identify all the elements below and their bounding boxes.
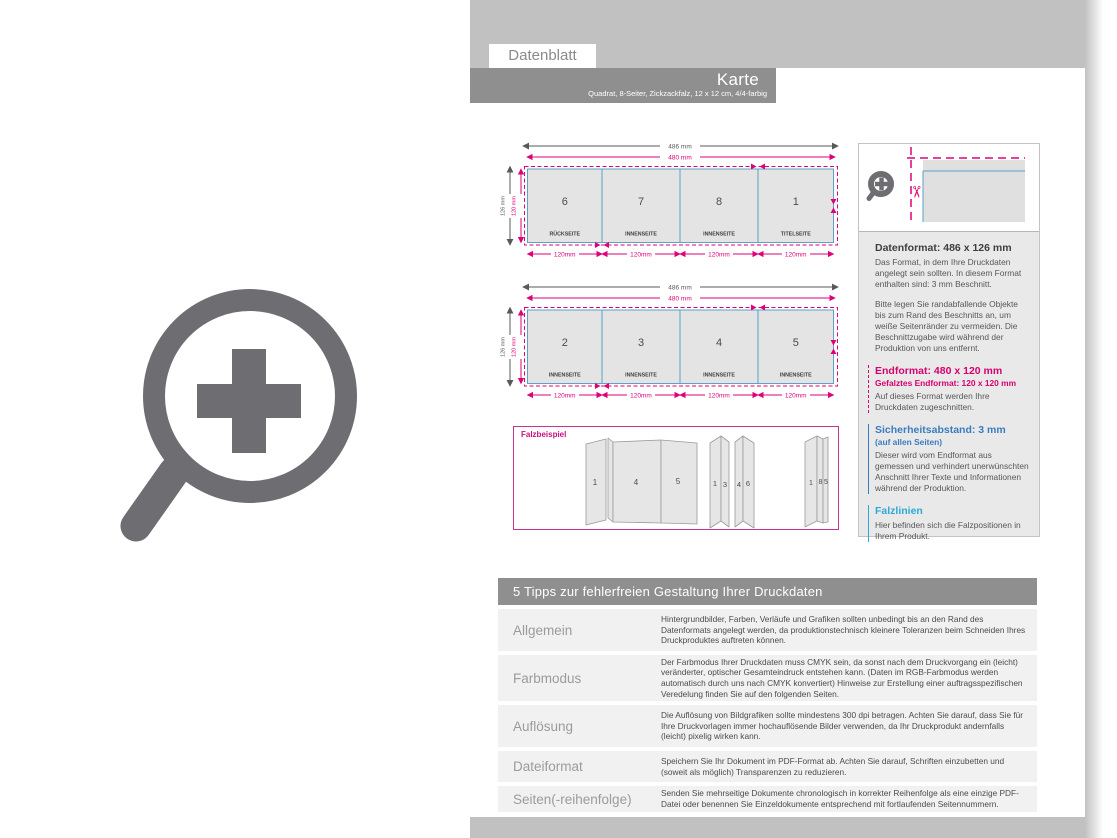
fold-stage3-number: 8 (818, 479, 823, 486)
datenformat-note: Bitte legen Sie randabfallende Objekte bis zum Rand des Beschnitts an, um weiße Seitenränder zu vermeiden. Die Beschnittzugabe wird während der Produktion von uns entfernt. (875, 299, 1018, 353)
zoom-in-icon (95, 255, 405, 565)
fold-stage1-number: 4 (633, 478, 639, 487)
datenblatt-label: Datenblatt (489, 44, 596, 68)
spread-diagram-outside (500, 137, 850, 267)
zoom-detail-icon (869, 174, 891, 199)
fold-stage2-number: 4 (736, 480, 742, 489)
panel-number: 1 (792, 196, 799, 208)
datenformat-body: Das Format, in dem Ihre Druckdaten angelegt sein sollten. In diesem Format enthalten sind: 3 mm Beschnitt. (875, 257, 1022, 289)
tip-text: Speichern Sie Ihr Dokument im PDF-Format ab. Achten Sie darauf, Schriften einzubetten und (soweit als möglich) Transparenzen zu reduzieren. (661, 755, 1005, 777)
falzlinien-body: Hier befinden sich die Falzpositionen in Ihrem Produkt. (875, 520, 1021, 541)
dim-segment: 120mm (553, 392, 576, 400)
tip-text: Der Farbmodus Ihrer Druckdaten muss CMYK sein, da sonst nach dem Druckvorgang ein (leicht) veränderter, optischer Gesamteindruck entstehen kann. (Daten im RGB-Farbmodus werden automatisch durch uns nach CMYK konvertiert) Hinweise zur Erstellung einer auftragsspezifischen Veredelung finden Sie auf den folgenden Seiten. (661, 656, 1023, 699)
tip-text: Die Auflösung von Bildgrafiken sollte mindestens 300 dpi betragen. Achten Sie darauf, dass Sie für Ihre Druckvorlagen immer hochauflösende Bilder verwenden, da Ihr Druckprodukt andernfalls (leicht) pixelig wirken kann. (661, 710, 1024, 742)
panel-label: INNENSEITE (625, 372, 657, 379)
section-endformat (868, 365, 1029, 413)
panel-number: 4 (715, 337, 723, 349)
panel-number: 2 (561, 337, 568, 349)
dim-height-trim: 120 mm (511, 196, 518, 216)
fold-stage2-number: 6 (745, 479, 751, 488)
fold-stage2-number: 3 (722, 480, 728, 489)
sicherheitsabstand-subtitle: (auf allen Seiten) (875, 437, 943, 447)
table-row (498, 609, 1037, 651)
fold-stage2-number: 1 (712, 479, 718, 488)
panel-label: INNENSEITE (779, 372, 812, 379)
sidebar-detail-view (859, 144, 1039, 232)
dim-width-trim: 480 mm (668, 295, 692, 303)
panel-number: 5 (792, 337, 799, 349)
scissors-icon: ✂ (907, 185, 924, 199)
endformat-subtitle: Gefalztes Endformat: 120 x 120 mm (875, 378, 1017, 388)
sicherheitsabstand-title: Sicherheitsabstand: 3 mm (875, 424, 1006, 436)
fold-example-label: Falzbeispiel (521, 430, 567, 439)
fold-example-box (513, 426, 839, 530)
tip-label: Seiten(-reihenfolge) (513, 791, 632, 807)
panel-label: INNENSEITE (625, 231, 657, 238)
panel-label: INNENSEITE (703, 231, 735, 238)
table-row (498, 705, 1037, 747)
dim-width-total: 486 mm (668, 284, 692, 292)
panel-number: 6 (561, 196, 568, 208)
panel-label: INNENSEITE (548, 372, 581, 379)
dim-segment: 120mm (784, 392, 807, 400)
dim-segment: 120mm (553, 251, 576, 259)
tip-text: Hintergrundbilder, Farben, Verläufe und Grafiken sollten unbedingt bis an den Rand des Datenformats angelegt werden, da produktionstechnisch kleinere Toleranzen beim Schneiden Ihres Druckproduktes auftreten können. (661, 614, 1026, 646)
dim-height-total: 126 mm (500, 196, 507, 216)
panel-label: INNENSEITE (703, 372, 735, 379)
tip-text: Senden Sie mehrseitige Dokumente chronologisch in korrekter Reihenfolge als eine einzige PDF-Datei oder benennen Sie Einzeldokumente entsprechend mit fortlaufenden Seitennummern. (661, 788, 1019, 809)
section-sicherheitsabstand (868, 424, 1029, 494)
dim-segment: 120mm (630, 392, 652, 400)
format-info-sidebar (858, 143, 1040, 541)
dim-height-total: 126 mm (500, 337, 507, 357)
dim-segment: 120mm (708, 392, 730, 400)
fold-stage3-number: 1 (809, 480, 813, 487)
tip-label: Allgemein (513, 622, 573, 638)
dim-height-trim: 120 mm (511, 337, 518, 357)
section-falzlinien (868, 505, 1029, 542)
sicherheitsabstand-body: Dieser wird vom Endformat aus gemessen und verhindert unerwünschten Anschnitt Ihrer Texte und Informationen während der Produktion. (875, 450, 1029, 493)
tip-label: Auflösung (513, 718, 574, 734)
datenformat-title: Datenformat: 486 x 126 mm (875, 242, 1012, 254)
tip-label: Farbmodus (513, 670, 582, 686)
fold-example-illustration (514, 427, 838, 529)
endformat-title: Endformat: 480 x 120 mm (875, 365, 1003, 377)
dim-segment: 120mm (630, 251, 652, 259)
fold-stage3-number: 5 (824, 479, 828, 486)
product-title-bar (470, 68, 776, 103)
tip-label: Dateiformat (513, 759, 583, 774)
panel-number: 7 (637, 196, 645, 208)
dim-width-total: 486 mm (668, 143, 692, 151)
tips-table (498, 609, 1037, 816)
table-row (498, 786, 1037, 812)
product-subtitle: Quadrat, 8-Seiter, Zickzackfalz, 12 x 12 cm, 4/4-farbig (588, 89, 767, 98)
table-row (498, 655, 1037, 701)
dim-width-trim: 480 mm (668, 154, 692, 162)
fold-stage1-number: 1 (592, 478, 598, 487)
dim-segment: 120mm (708, 251, 730, 259)
panel-label: RÜCKSEITE (549, 231, 581, 238)
panel-number: 8 (715, 196, 723, 208)
panel-number: 3 (637, 337, 645, 349)
panel-label: TITELSEITE (780, 231, 811, 238)
tips-header: 5 Tipps zur fehlerfreien Gestaltung Ihrer Druckdaten (498, 578, 1037, 605)
sidebar-text (859, 233, 1039, 553)
spread-diagram-inside (500, 278, 850, 408)
dim-segment: 120mm (784, 251, 807, 259)
table-row (498, 751, 1037, 782)
fold-stage1-number: 5 (675, 477, 681, 486)
endformat-body: Auf dieses Format werden Ihre Druckdaten zugeschnitten. (875, 391, 990, 412)
falzlinien-title: Falzlinien (875, 505, 923, 517)
corner-detail-diagram (859, 144, 1039, 231)
product-title: Karte (716, 70, 759, 89)
section-datenformat (868, 242, 1029, 354)
